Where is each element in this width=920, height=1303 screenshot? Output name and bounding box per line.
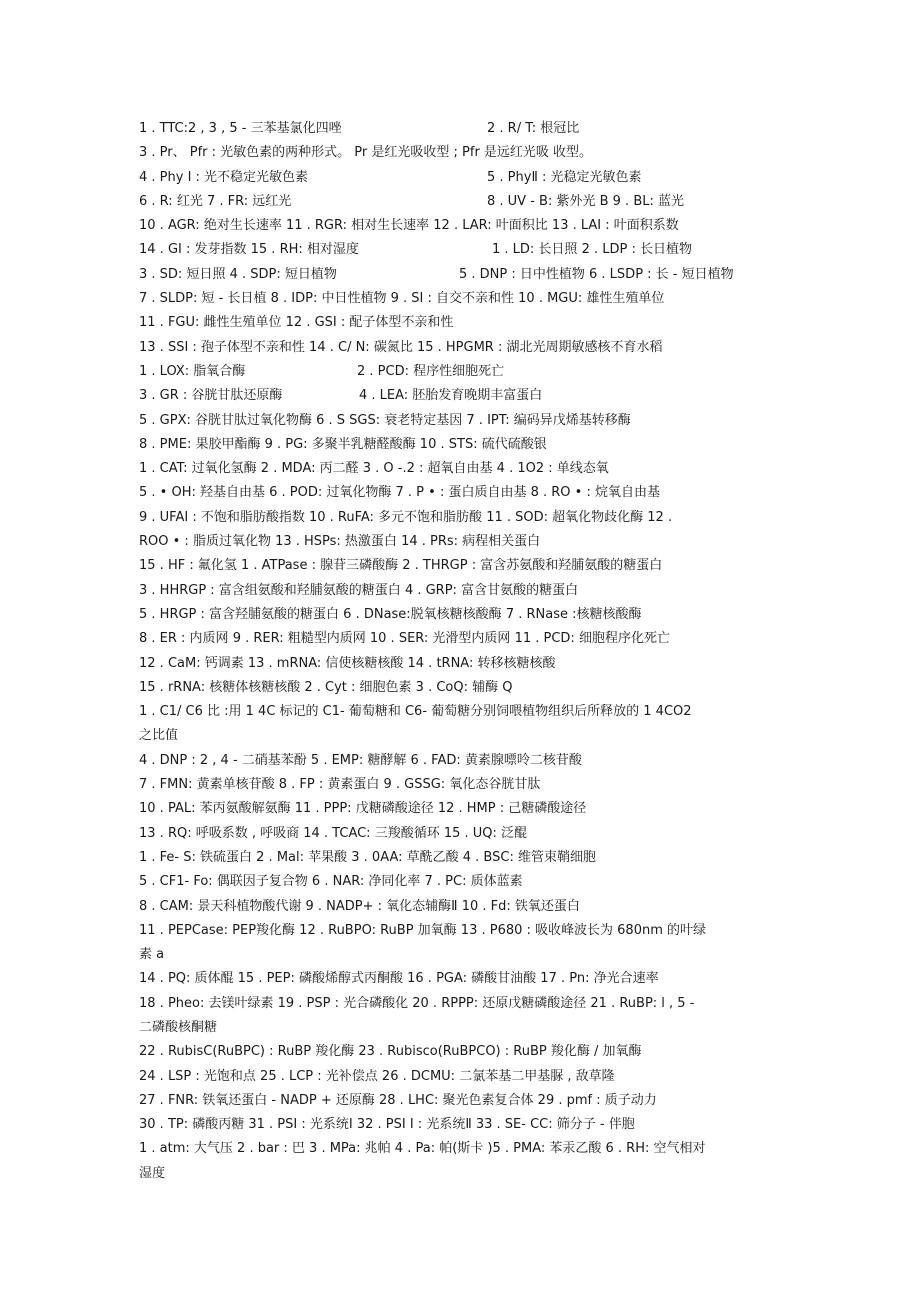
line-text: 3 . HHRGP : 富含组氨酸和羟脯氨酸的糖蛋白 4 . GRP: 富含甘氨酸的糖蛋白	[139, 582, 579, 598]
line-text: 10 . AGR: 绝对生长速率 11 . RGR: 相对生长速率 12 . LAR: 叶面积比 13 . LAI : 叶面积系数	[139, 218, 679, 234]
text-line	[139, 700, 789, 724]
line-text: 9 . UFAI : 不饱和脂肪酸指数 10 . RuFA: 多元不饱和脂肪酸 11 . SOD: 超氧化物歧化酶 12 .	[139, 509, 673, 525]
line-text: 8 . CAM: 景天科植物酸代谢 9 . NADP+ : 氧化态辅酶Ⅱ 10 . Fd: 铁氧还蛋白	[139, 898, 580, 914]
text-line	[139, 190, 789, 214]
text-line	[139, 433, 789, 457]
line-text: 5 . HRGP : 富含羟脯氨酸的糖蛋白 6 . DNase:脱氧核糖核酸酶 7 . RNase :核糖核酸酶	[139, 606, 642, 622]
text-line	[139, 749, 789, 773]
text-line	[139, 530, 789, 554]
text-line	[139, 141, 789, 165]
text-line	[139, 554, 789, 578]
line-text: 13 . RQ: 呼吸系数 , 呼吸商 14 . TCAC: 三羧酸循环 15 . UQ: 泛醌	[139, 825, 528, 841]
text-line	[139, 263, 789, 287]
text-line	[139, 506, 789, 530]
text-line	[139, 822, 789, 846]
line-text: 7 . SLDP: 短 - 长日植 8 . IDP: 中日性植物 9 . SI : 自交不亲和性 10 . MGU: 雄性生殖单位	[139, 291, 665, 307]
text-line	[139, 870, 789, 894]
line-text: 11 . FGU: 雌性生殖单位 12 . GSI : 配子体型不亲和性	[139, 315, 454, 331]
line-text: 27 . FNR: 铁氧还蛋白 - NADP + 还原酶 28 . LHC: 聚光色素复合体 29 . pmf : 质子动力	[139, 1092, 657, 1108]
text-line	[139, 214, 789, 238]
text-line	[139, 603, 789, 627]
text-line	[139, 627, 789, 651]
line-text: 1 . C1/ C6 比 :用 1 4C 标记的 C1- 葡萄糖和 C6- 葡萄糖分别饲喂植物组织后所释放的 1 4CO2	[139, 704, 692, 720]
line-text: 13 . SSI : 孢子体型不亲和性 14 . C/ N: 碳氮比 15 . HPGMR : 湖北光周期敏感核不育水稻	[139, 339, 663, 355]
text-line	[139, 797, 789, 821]
text-line	[139, 992, 789, 1016]
line-text: 30 . TP: 磷酸丙糖 31 . PSI : 光系统Ⅰ 32 . PSI I : 光系统Ⅱ 33 . SE- CC: 筛分子 - 伴胞	[139, 1117, 635, 1133]
text-line	[139, 481, 789, 505]
line-text: 18 . Pheo: 去镁叶绿素 19 . PSP : 光合磷酸化 20 . RPPP: 还原戊糖磷酸途径 21 . RuBP: l , 5 -	[139, 995, 695, 1011]
text-line-continuation	[139, 724, 789, 748]
line-text: 3 . SD: 短日照 4 . SDP: 短日植物	[139, 266, 337, 282]
text-line	[139, 1137, 789, 1161]
line-text-column2: 4 . LEA: 胚胎发育晚期丰富蛋白	[359, 388, 543, 404]
line-text: 素 a	[139, 947, 165, 963]
text-line	[139, 238, 789, 262]
text-line-continuation	[139, 943, 789, 967]
document-page	[139, 117, 789, 1186]
line-text: 10 . PAL: 苯丙氨酸解氨酶 11 . PPP: 戊糖磷酸途径 12 . HMP : 己糖磷酸途径	[139, 801, 587, 817]
line-text: 7 . FMN: 黄素单核苷酸 8 . FP : 黄素蛋白 9 . GSSG: 氧化态谷胱甘肽	[139, 777, 541, 793]
text-line	[139, 967, 789, 991]
line-text-column2: 2 . PCD: 程序性细胞死亡	[357, 363, 505, 379]
line-text: 3 . GR : 谷胱甘肽还原酶	[139, 388, 283, 404]
line-text: 1 . TTC:2 , 3 , 5 - 三苯基氯化四唑	[139, 121, 342, 136]
text-line	[139, 579, 789, 603]
text-line	[139, 1113, 789, 1137]
line-text: 14 . GI : 发芽指数 15 . RH: 相对湿度	[139, 242, 359, 258]
text-line	[139, 336, 789, 360]
line-text: 15 . rRNA: 核糖体核糖核酸 2 . Cyt : 细胞色素 3 . CoQ: 辅酶 Q	[139, 679, 513, 695]
line-text: 5 . CF1- Fo: 偶联因子复合物 6 . NAR: 净同化率 7 . PC: 质体蓝素	[139, 874, 523, 890]
text-line	[139, 895, 789, 919]
text-line	[139, 846, 789, 870]
line-text: 二磷酸核酮糖	[139, 1019, 218, 1035]
text-line-continuation	[139, 1016, 789, 1040]
line-text: 1 . CAT: 过氧化氢酶 2 . MDA: 丙二醛 3 . O -.2 : 超氧自由基 4 . 1O2 : 单线态氧	[139, 461, 609, 477]
line-text: 6 . R: 红光 7 . FR: 远红光	[139, 193, 292, 209]
line-text-column2: 1 . LD: 长日照 2 . LDP : 长日植物	[492, 242, 692, 258]
line-text: 1 . Fe- S: 铁硫蛋白 2 . Mal: 苹果酸 3 . 0AA: 草酰乙酸 4 . BSC: 维管束鞘细胞	[139, 849, 596, 865]
line-text: 1 . LOX: 脂氧合酶	[139, 363, 246, 379]
text-line	[139, 1040, 789, 1064]
line-text: 15 . HF : 氟化氢 1 . ATPase : 腺苷三磷酸酶 2 . THRGP : 富含苏氨酸和羟脯氨酸的糖蛋白	[139, 558, 663, 574]
line-text: 湿度	[139, 1165, 166, 1181]
line-text-column2: 5 . PhyⅡ : 光稳定光敏色素	[487, 169, 642, 185]
line-text: 8 . ER : 内质网 9 . RER: 粗糙型内质网 10 . SER: 光滑型内质网 11 . PCD: 细胞程序化死亡	[139, 631, 670, 647]
line-text-column2: 8 . UV - B: 紫外光 B 9 . BL: 蓝光	[487, 193, 684, 209]
text-line-continuation	[139, 1162, 789, 1186]
text-line	[139, 360, 789, 384]
text-line	[139, 384, 789, 408]
text-line	[139, 117, 789, 141]
line-text: 24 . LSP : 光饱和点 25 . LCP : 光补偿点 26 . DCMU: 二氯苯基二甲基脲 , 敌草隆	[139, 1068, 615, 1084]
line-text: 14 . PQ: 质体醌 15 . PEP: 磷酸烯醇式丙酮酸 16 . PGA: 磷酸甘油酸 17 . Pn: 净光合速率	[139, 971, 659, 987]
text-line	[139, 457, 789, 481]
line-text-column2: 5 . DNP : 日中性植物 6 . LSDP : 长 - 短日植物	[459, 266, 734, 282]
line-text: 4 . DNP : 2 , 4 - 二硝基苯酚 5 . EMP: 糖酵解 6 . FAD: 黄素腺嘌呤二核苷酸	[139, 752, 582, 768]
line-text: 8 . PME: 果胶甲酯酶 9 . PG: 多聚半乳糖醛酸酶 10 . STS: 硫代硫酸银	[139, 436, 547, 452]
line-text: 5 . • OH: 羟基自由基 6 . POD: 过氧化物酶 7 . P • : 蛋白质自由基 8 . RO • : 烷氧自由基	[139, 485, 660, 501]
line-text: 3 . Pr、 Pfr : 光敏色素的两种形式。 Pr 是红光吸收型 ; Pfr 是远红光吸 收型。	[139, 145, 593, 161]
line-text: ROO • : 脂质过氧化物 13 . HSPs: 热激蛋白 14 . PRs: 病程相关蛋白	[139, 534, 541, 550]
text-line	[139, 409, 789, 433]
line-text: 22 . RubisC(RuBPC) : RuBP 羧化酶 23 . Rubisco(RuBPCO) : RuBP 羧化酶 / 加氧酶	[139, 1044, 642, 1060]
line-text: 11 . PEPCase: PEP羧化酶 12 . RuBPO: RuBP 加氧酶 13 . P680 : 吸收峰波长为 680nm 的叶绿	[139, 922, 707, 938]
text-line	[139, 166, 789, 190]
text-line	[139, 676, 789, 700]
line-text: 5 . GPX: 谷胱甘肽过氧化物酶 6 . S SGS: 衰老特定基因 7 . IPT: 编码异戊烯基转移酶	[139, 412, 631, 428]
text-line	[139, 919, 789, 943]
text-line	[139, 311, 789, 335]
text-line	[139, 773, 789, 797]
line-text: 12 . CaM: 钙调素 13 . mRNA: 信使核糖核酸 14 . tRNA: 转移核糖核酸	[139, 655, 556, 671]
line-text: 1 . atm: 大气压 2 . bar : 巴 3 . MPa: 兆帕 4 . Pa: 帕(斯卡 )5 . PMA: 苯汞乙酸 6 . RH: 空气相对	[139, 1141, 706, 1157]
line-text: 之比值	[139, 728, 179, 744]
text-line	[139, 1089, 789, 1113]
text-line	[139, 287, 789, 311]
line-text: 4 . Phy Ⅰ : 光不稳定光敏色素	[139, 169, 309, 185]
text-line	[139, 1065, 789, 1089]
line-text-column2: 2 . R/ T: 根冠比	[487, 121, 580, 136]
text-line	[139, 652, 789, 676]
